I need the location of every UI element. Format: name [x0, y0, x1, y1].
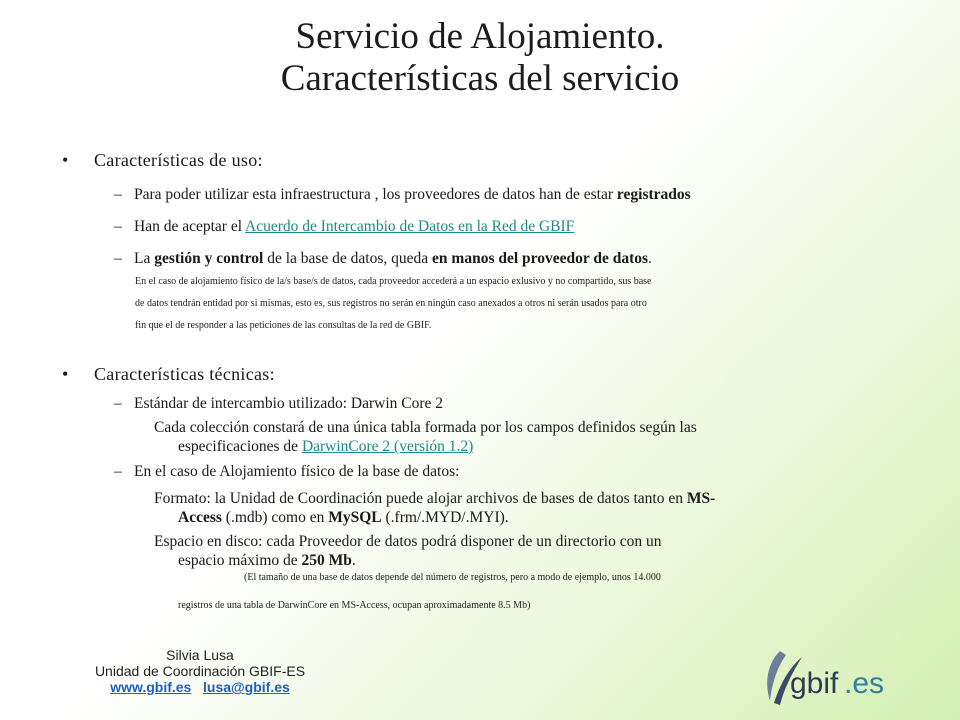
- slide-title-line2: Características del servicio: [280, 58, 680, 99]
- gbif-logo: [760, 645, 890, 709]
- dash: –: [114, 186, 122, 203]
- standard-description-line1: Cada colección constará de una única tabla formada por los campos definidos según las: [154, 419, 697, 436]
- logo-text: gbif: [790, 667, 839, 700]
- standard-description: [154, 418, 697, 456]
- bullet-dot: •: [62, 364, 69, 384]
- usage-item-text: de la base de datos, queda: [263, 250, 433, 267]
- technical-item-text: En el caso de Alojamiento físico de la base de datos:: [134, 463, 460, 480]
- logo-tld: .es: [844, 667, 885, 700]
- dash: –: [114, 218, 122, 235]
- disk-text: .: [351, 552, 356, 569]
- footer: [80, 647, 320, 695]
- footer-name: Silvia Lusa: [166, 647, 234, 663]
- usage-heading: Características de uso:: [94, 150, 263, 170]
- standard-description-text: especificaciones de: [178, 438, 302, 455]
- hosting-note-line: En el caso de alojamiento físico de la/s base/s de datos, cada proveedor accederá a un espacio exlusivo y no compartido, sus base: [135, 276, 652, 287]
- usage-item-text: Para poder utilizar esta infraestructura , los proveedores de datos han de estar: [134, 186, 617, 203]
- hosting-note-line: de datos tendrán entidad por si mismas, esto es, sus registros no serán en ningún caso anexados a otros ni serán usados para otro: [135, 298, 647, 309]
- disk-description: [154, 532, 661, 570]
- disk-text: espacio máximo de: [178, 552, 302, 569]
- usage-item-text: Han de aceptar el: [134, 218, 246, 235]
- usage-item-text: La: [134, 250, 155, 267]
- usage-item-bold: en manos del proveedor de datos: [432, 250, 649, 267]
- hosting-note-line: fin que el de responder a las peticiones de las consultas de la red de GBIF.: [135, 320, 432, 331]
- slide-title-line1: Servicio de Alojamiento.: [295, 16, 665, 57]
- usage-item-bold: gestión y control: [154, 250, 264, 267]
- format-text: Formato: la Unidad de Coordinación puede alojar archivos de bases de datos tanto en: [154, 490, 687, 507]
- hosting-note: [135, 271, 925, 337]
- format-bold: MySQL: [328, 509, 382, 526]
- dash: –: [114, 395, 122, 412]
- darwincore-link[interactable]: DarwinCore 2 (versión 1.2): [301, 438, 474, 455]
- usage-item-bold: registrados: [616, 186, 691, 203]
- agreement-link[interactable]: Acuerdo de Intercambio de Datos en la Red de GBIF: [245, 218, 575, 235]
- website-link[interactable]: www.gbif.es: [110, 679, 192, 695]
- format-bold: MS-: [686, 490, 716, 507]
- gbif-logo-icon: [760, 645, 890, 709]
- disk-bold: 250 Mb: [301, 552, 352, 569]
- usage-item-text: .: [648, 250, 652, 267]
- format-description: [154, 489, 715, 527]
- footer-org: Unidad de Coordinación GBIF-ES: [94, 663, 306, 679]
- format-bold: Access: [178, 509, 222, 526]
- email-link[interactable]: lusa@gbif.es: [203, 679, 290, 695]
- technical-item-text: Estándar de intercambio utilizado: Darwin Core 2: [134, 395, 444, 412]
- bullet-dot: •: [62, 150, 69, 170]
- size-note-line2: registros de una tabla de DarwinCore en MS-Access, ocupan aproximadamente 8.5 Mb): [178, 600, 531, 611]
- technical-heading: Características técnicas:: [94, 364, 275, 384]
- dash: –: [114, 463, 122, 480]
- dash: –: [114, 250, 122, 267]
- size-note-line1: (El tamaño de una base de datos depende del número de registros, pero a modo de ejemplo, unos 14.000: [244, 572, 661, 583]
- disk-line1: Espacio en disco: cada Proveedor de datos podrá disponer de un directorio con un: [154, 533, 662, 550]
- format-text: (.frm/.MYD/.MYI).: [381, 509, 509, 526]
- format-text: (.mdb) como en: [221, 509, 329, 526]
